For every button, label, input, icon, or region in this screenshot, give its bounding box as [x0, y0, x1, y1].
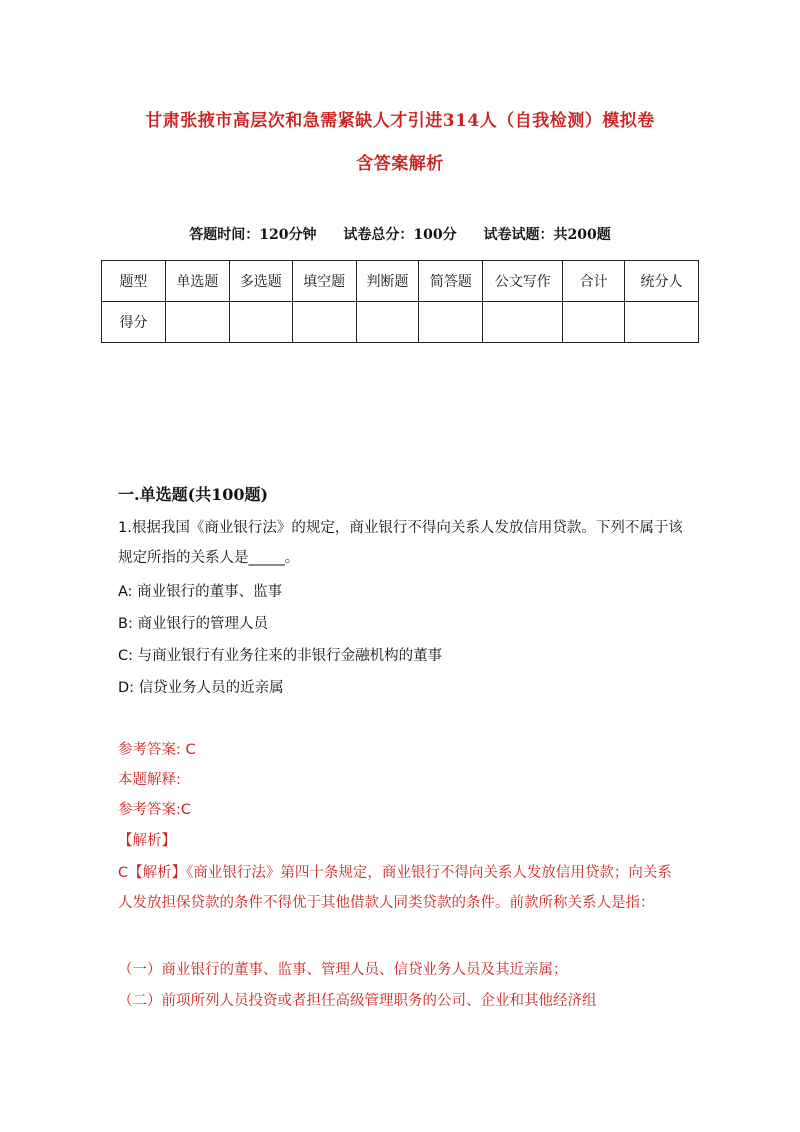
table-header-cell: 多选题 [229, 261, 292, 302]
table-header-cell: 题型 [102, 261, 166, 302]
score-table-header-row [102, 261, 699, 302]
table-header-cell: 单选题 [165, 261, 229, 302]
analysis-label: 【解析】 [118, 833, 176, 849]
table-header-cell: 公文写作 [483, 261, 563, 302]
option-c: C: 与商业银行有业务往来的非银行金融机构的董事 [118, 648, 443, 664]
analysis-item-2: （二）前项所列人员投资或者担任高级管理职务的公司、企业和其他经济组 [118, 993, 597, 1009]
table-header-cell: 判断题 [356, 261, 419, 302]
score-cell [229, 302, 292, 343]
score-cell [292, 302, 356, 343]
score-cell [356, 302, 419, 343]
score-table [101, 260, 699, 343]
table-header-cell: 填空题 [292, 261, 356, 302]
exam-time: 答题时间：120分钟 [189, 227, 317, 243]
table-header-cell: 统分人 [625, 261, 699, 302]
question-text: 1.根据我国《商业银行法》的规定，商业银行不得向关系人发放信用贷款。下列不属于该规定所指的关系人是_____。 [118, 520, 683, 566]
score-table-score-row [102, 302, 699, 343]
option-a: A: 商业银行的董事、监事 [118, 584, 283, 600]
score-cell [165, 302, 229, 343]
table-row-label: 得分 [102, 302, 166, 343]
score-cell [419, 302, 483, 343]
score-cell [563, 302, 625, 343]
page-title: 甘肃张掖市高层次和急需紧缺人才引进314人（自我检测）模拟卷 [145, 111, 655, 131]
page-subtitle: 含答案解析 [356, 154, 444, 174]
score-cell [483, 302, 563, 343]
analysis-item-1: （一）商业银行的董事、监事、管理人员、信贷业务人员及其近亲属； [118, 962, 568, 978]
score-cell [625, 302, 699, 343]
option-d: D: 信贷业务人员的近亲属 [118, 680, 284, 696]
exam-question-count: 试卷试题：共200题 [483, 227, 611, 243]
table-header-cell: 合计 [563, 261, 625, 302]
option-b: B: 商业银行的管理人员 [118, 616, 268, 632]
exam-total-score: 试卷总分：100分 [343, 227, 457, 243]
reference-answer-2: 参考答案:C [118, 802, 192, 818]
explanation-label: 本题解释: [118, 772, 181, 788]
reference-answer: 参考答案: C [118, 742, 196, 758]
exam-meta [0, 224, 800, 244]
table-header-cell: 简答题 [419, 261, 483, 302]
analysis-text: C【解析】《商业银行法》第四十条规定，商业银行不得向关系人发放信用贷款；向关系人发放担保贷款的条件不得优于其他借款人同类贷款的条件。前款所称关系人是指： [118, 865, 672, 911]
section-title: 一.单选题(共100题) [118, 485, 269, 504]
